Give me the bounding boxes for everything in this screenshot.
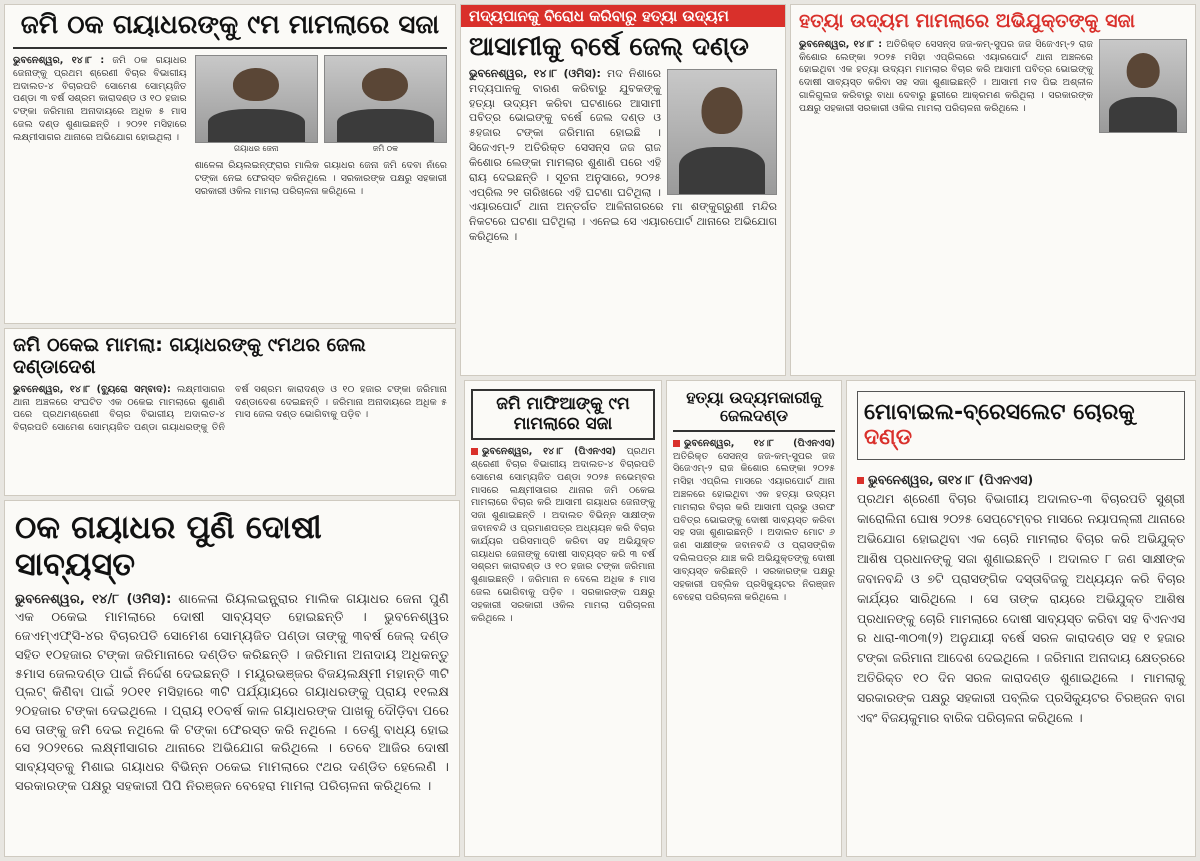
clip-headline: ଜମି ଠକେଇ ମାମଲା: ଗୟାଧରଙ୍କୁ ୯ମଥର ଜେଲ ଦଣ୍ଡାଦେଶ [13,334,366,378]
news-clip-accused-sentenced [790,4,1196,376]
clip-dateline: ଭୁବନେଶ୍ୱର, ତା୧୪।୮ (ପିଏନଏସ) [868,471,1034,487]
accused-photo [324,55,447,143]
clip-body-right: ଶାଳେଳା ରିୟଲଇନ୍‌ଫ୍ରାର ମାଲିକ ଗୟାଧର ଜେନା ଜମି ଦେବା ନାଁରେ ଟଙ୍କା ନେଇ ଫେରସ୍ତ କରିନଥିଲେ । ସରକାରଙ୍କ ପକ୍ଷରୁ ସହକାରୀ ସରକାରୀ ଓକିଲ ମାମଲା ପରିଚାଳନା କରିଥିଲେ । [194,159,447,197]
clip-body: ଅତିରିକ୍ତ ସେସନ୍ସ ଜଜ-କମ୍-ସୁପର ଜଜ ସିଜେଏମ୍-୨ ରାଜ କିଶୋର ଲେଙ୍କା ୨୦୨୫ ମସିହା ଏପ୍ରିଲରେ ଏୟାରପୋର୍ଟ ଥାନା ଅଞ୍ଚଳରେ ହୋଇଥିବା ଏକ ହତ୍ୟା ଉଦ୍ୟମ ମାମଲାର ବିଚାର କରି ଆସାମୀ ପବିତ୍ର ଭୋଇଙ୍କୁ ଦୋଷୀ ସାବ୍ୟସ୍ତ କରିବା ସହ ସଜା ଶୁଣାଇଛନ୍ତି । ଆସାମୀ ମଦ ପିଇ ଅଶ୍ଳୀଳ ଗାଳିଗୁଲଜ କରିବାରୁ ବାଧା ଦେବାରୁ ଛୁରୀରେ ଆକ୍ରମଣ କରିଥିଲା । ସରକାରଙ୍କ ପକ୍ଷରୁ ସହକାରୀ ସରକାରୀ ଓକିଲ ମାମଲା ପରିଚାଳନା କରିଥିଲେ । [799,38,1094,114]
clip-dateline: ଭୁବନେଶ୍ୱର, ୧୪।୮ (ପିଏନଏସ) [684,437,835,449]
clip-body: ଅତିରିକ୍ତ ସେସନ୍ସ ଜଜ-କମ୍-ସୁପର ଜଜ ସିଜେଏମ୍-୨ ରାଜ କିଶୋର ଲେଙ୍କା ୨୦୨୫ ମସିହା ଏପ୍ରିଲ ମାସରେ ଏୟାରପୋର୍ଟ ଥାନା ଅଞ୍ଚଳରେ ହୋଇଥିବା ଏକ ହତ୍ୟା ଉଦ୍ୟମ ମାମଲାର ବିଚାର କରି ଆସାମୀ ପ୍ରଭୁ ଓରଫ ପବିତ୍ର ଭୋଇଙ୍କୁ ଦୋଷୀ ସାବ୍ୟସ୍ତ କରିବା ସହ ସଜା ଶୁଣାଇଛନ୍ତି । ଅଦାଲତ ମୋଟ ୬ ଜଣ ସାକ୍ଷୀଙ୍କ ଜବାନବନ୍ଦି ଓ ପ୍ରାସଙ୍ଗିକ ଦଲିଲପତ୍ର ଯାଞ୍ଚ କରି ଅଭିଯୁକ୍ତଙ୍କୁ ଦୋଷୀ ସାବ୍ୟସ୍ତ କରିଛନ୍ତି । ସରକାରଙ୍କ ପକ୍ଷରୁ ସହକାରୀ ପବ୍ଲିକ ପ୍ରସିକ୍ୟୁଟର ନିରଞ୍ଜନ ବେହେରା ପରିଚାଳନା କରିଥିଲେ । [673,450,835,603]
clip-headline-box [471,389,655,440]
bullet-icon [471,448,478,455]
news-clip-attempt-murderer-jailed [666,380,842,857]
clip-headline-line2: ଜେଲଦଣ୍ଡ [720,406,788,426]
clip-headline-box [857,391,1185,460]
clip-headline-line1: ହତ୍ୟା ଉଦ୍ୟମକାରୀକୁ [686,388,822,407]
clip-dateline: ଭୁବନେଶ୍ୱର, ୧୪।୮ (ଓମିସ): [469,66,601,80]
news-clip-gayadhar-guilty [4,500,460,857]
clip-headline-box [673,389,835,432]
clip-headline-highlight: ଦଣ୍ଡ [864,425,913,451]
bullet-icon [673,440,680,447]
clip-headline: ହତ୍ୟା ଉଦ୍ୟମ ମାମଲାରେ ଅଭିଯୁକ୍ତଙ୍କୁ ସଜା [799,10,1135,32]
clip-dateline: ଭୁବନେଶ୍ୱର, ୧୪।୮ (ପିଏନଏସ) [482,446,616,458]
clip-headline: ମୋବାଇଲ-ବ୍ରେସଲେଟ ଚୋରକୁ [864,400,1135,425]
clip-body: ଜମି ଠକ ଗୟାଧର ଜେନାଙ୍କୁ ପ୍ରଥମ ଶ୍ରେଣୀ ବିଚାର ବିଭାଗୀୟ ଅଦାଲତ-୪ ବିଚାରପତି ସୋମେଶ ସୋମ୍ୟଜିତ ପଣ୍ଡା ୩ ବର୍ଷ ସଶ୍ରମ କାରାଦଣ୍ଡ ଓ ୧୦ ହଜାର ଟଙ୍କା ଜରିମାନା ଅନାଦାୟରେ ଅଧିକ ୫ ମାସ ଜେଲ ଦଣ୍ଡ ଶୁଣାଇଛନ୍ତି । ୨୦୨୧ ମସିହାରେ ଲକ୍ଷ୍ମୀସାଗର ଥାନାରେ ଅଭିଯୋଗ ହୋଇଥିଲା । [13,54,187,143]
clip-headline: ଆସାମୀକୁ ବର୍ଷେ ଜେଲ୍ ଦଣ୍ଡ [469,32,749,62]
lawyer-photo [195,55,318,143]
clip-dateline: ଭୁବନେଶ୍ୱର, ୧୪/୮ (ଓମିସ): [15,591,172,607]
clip-dateline: ଭୁବନେଶ୍ୱର, ୧୪।୮ : [799,38,883,50]
clip-body: ପ୍ରଥମ ଶ୍ରେଣୀ ବିଚାର ବିଭାଗୀୟ ଅଦାଲତ-୪ ବିଚାରପତି ସୋମେଶ ସୋମ୍ୟଜିତ ପଣ୍ଡା ୨୦୨୫ ନଭେମ୍ବର ମାସରେ ଲକ୍ଷ୍ମୀସାଗର ଥାନାର ଜମି ଠକେଇ ମାମଲାରେ ବିଚାର କରି ଆସାମୀ ଗୟାଧର ଜେନାଙ୍କୁ ସଜା ଶୁଣାଇଛନ୍ତି । ଅଦାଲତ ବିଭିନ୍ନ ସାକ୍ଷୀଙ୍କ ଜବାନବନ୍ଦି ଓ ପ୍ରମାଣପତ୍ର ଅଧ୍ୟୟନ କରି ବିଚାର କାର୍ଯ୍ୟର ପରିସମାପ୍ତି କରିବା ସହ ଅଭିଯୁକ୍ତ ଗୟାଧର ଜେନାଙ୍କୁ ଦୋଷୀ ସାବ୍ୟସ୍ତ କରି ୩ ବର୍ଷ ସଶ୍ରମ କାରାଦଣ୍ଡ ଓ ୧୦ ହଜାର ଟଙ୍କା ଜରିମାନା ଶୁଣାଇଛନ୍ତି । ଜରିମାନା ନ ଦେଲେ ଅଧିକ ୫ ମାସ ଜେଲ ଭୋଗିବାକୁ ପଡ଼ିବ । ସରକାରଙ୍କ ପକ୍ଷରୁ ସହକାରୀ ସରକାରୀ ଓକିଲ ମାମଲା ପରିଚାଳନା କରିଥିଲେ । [471,446,655,624]
accused-photo [667,69,777,195]
clip-body: ମଦ ନିଶାରେ ମଦ୍ୟପାନକୁ ବାରଣ କରିବାରୁ ଯୁବକଙ୍କୁ ହତ୍ୟା ଉଦ୍ୟମ କରିବା ଘଟଣାରେ ଆସାମୀ ପବିତ୍ର ଭୋଇଙ୍କୁ ବର୍ଷେ ଜେଲ ଦଣ୍ଡ ଓ ୫ହଜାର ଟଙ୍କା ଜରିମାନା ହୋଇଛି । ସିଜେଏମ୍-୨ ଅତିରିକ୍ତ ସେସନ୍ସ ଜଜ ରାଜ କିଶୋର ଲେଙ୍କା ମାମଲାର ଶୁଣାଣି ପରେ ଏହି ରାୟ ଦେଇଛନ୍ତି । ସୂଚନା ଅନୁସାରେ, ୨୦୨୫ ଏପ୍ରିଲ ୨୧ ତାରିଖରେ ଏହି ଘଟଣା ଘଟିଥିଲା । ଏୟାରପୋର୍ଟ ଥାନା ଅନ୍ତର୍ଗତ ଆଳିନାଗରରେ ମା ଶଙ୍କୁଗ୍ରୁଣୀ ମନ୍ଦିର ନିକଟରେ ଘଟଣା ଘଟିଥିଲା । ଏନେଇ ସେ ଏୟାରପୋର୍ଟ ଥାନାରେ ଅଭିଯୋଗ କରିଥିଲେ । [469,66,777,244]
clip-body: ପ୍ରଥମ ଶ୍ରେଣୀ ବିଚାର ବିଭାଗୀୟ ଅଦାଲତ-୩ ବିଚାରପତି ସୁଶ୍ରୀ କାରୋଲିନା ଘୋଷ ୨୦୨୫ ସେପ୍ଟେମ୍ବର ମାସରେ ନୟାପଲ୍ଲୀ ଥାନାରେ ଅଭିଯୋଗ ହୋଇଥିବା ଏକ ଚୋରି ମାମଲାର ବିଚାର କରି ଅଭିଯୁକ୍ତ ଆଶିଷ ପ୍ରଧାନଙ୍କୁ ସଜା ଶୁଣାଇଛନ୍ତି । ଅଦାଲତ ୮ ଜଣ ସାକ୍ଷୀଙ୍କ ଜବାନବନ୍ଦି ଓ ୭ଟି ପ୍ରାସଙ୍ଗିକ ଦସ୍ତାବିଜକୁ ଅଧ୍ୟୟନ କରି ବିଚାର କାର୍ଯ୍ୟର ସାରିଥିଲେ । ସେ ତାଙ୍କ ରାୟରେ ଅଭିଯୁକ୍ତ ଆଶିଷ ପ୍ରଧାନଙ୍କୁ ଚୋରି ମାମଲାରେ ଦୋଷୀ ସାବ୍ୟସ୍ତ କରିବା ସହ ବିଏନଏସ ର ଧାରା-୩୦୩(୨) ଅନୁଯାୟୀ ବର୍ଷେ ସରଳ କାରାଦଣ୍ଡ ସହ ୧ ହଜାର ଟଙ୍କା ଜରିମାନା ଆଦେଶ ଦେଇଥିଲେ । ଜରିମାନା ଅନାଦାୟ କ୍ଷେତ୍ରରେ ଅତିରିକ୍ତ ୧୦ ଦିନ ସରଳ କାରାଦଣ୍ଡ ଶୁଣାଇଥିଲେ । ମାମଲାକୁ ସରକାରଙ୍କ ପକ୍ଷରୁ ସହକାରୀ ପବ୍ଲିକ ପ୍ରସିକ୍ୟୁଟର ଚିରଞ୍ଜନ ବାଗ ଏବଂ ବିଜୟକୁମାର ବାରିକ ପରିଚାଳନା କରିଥିଲେ । [857,491,1185,725]
accused-photo [1099,39,1187,133]
clip-headline: ଜମି ଠକ ଗୟାଧରଙ୍କୁ ୯ମ ମାମଲାରେ ସଜା [13,11,447,49]
news-clip-land-mafia [464,380,662,857]
photo-caption: ଜମି ଠକ [372,143,399,153]
clip-dateline: ଭୁବନେଶ୍ୱର, ୧୪।୮ (ବ୍ୟୁରୋ ସମ୍ବାଦ): [13,383,171,395]
clip-body: ଲକ୍ଷ୍ମୀସାଗର ଥାନା ଅଞ୍ଚଳରେ ସଂଘଟିତ ଏକ ଠକେଇ ମାମଲାରେ ଶୁଣାଣି ପରେ ପ୍ରଥମଶ୍ରେଣୀ ବିଚାର ବିଭାଗୀୟ ଅଦାଲତ-୪ ବିଚାରପତି ସୋମେଶ ସୋମ୍ୟଜିତ ପଣ୍ଡା ଗୟାଧରଙ୍କୁ ତିନି ବର୍ଷ ସଶ୍ରମ କାରାଦଣ୍ଡ ଓ ୧୦ ହଜାର ଟଙ୍କା ଜରିମାନା ଦଣ୍ଡାଦେଶ ଦେଇଛନ୍ତି । ଜରିମାନା ଅନାଦାୟରେ ଅଧିକ ୫ ମାସ ଜେଲ ଦଣ୍ଡ ଭୋଗିବାକୁ ପଡ଼ିବ । [13,383,447,434]
bullet-icon [857,477,864,484]
news-clip-mobile-thief [846,380,1196,857]
clip-body: ଶାଳେଳା ରିୟଲଇନ୍ଫ୍ରାର ମାଲିକ ଗୟାଧର ଜେନା ପୁଣି ଏକ ଠକେଇ ମାମଲାରେ ଦୋଷୀ ସାବ୍ୟସ୍ତ ହୋଇଛନ୍ତି । ଭୁବନେଶ୍ୱର ଜେଏମ୍‌ଏଫ୍‌ସି-୪ର ବିଚାରପତି ସୋମେଶ ସୋମ୍ୟଜିତ ପଣ୍ଡା ତାଙ୍କୁ ୩ବର୍ଷ ଜେଲ୍ ଦଣ୍ଡ ସହିତ ୧୦ହଜାର ଟଙ୍କା ଜରିମାନାରେ ଦଣ୍ଡିତ କରିଛନ୍ତି । ଜରିମାନା ଅନାଦାୟ ଅଧିକନ୍ତୁ ୫ମାସ ଜେଲଦଣ୍ଡ ପାଇଁ ନିର୍ଦ୍ଦେଶ ଦେଇଛନ୍ତି । ମୟୂରଭଞ୍ଜର ବିଜୟଲକ୍ଷ୍ମୀ ମହାନ୍ତି ୩ଟି ପ୍ଲଟ୍ କିଣିବା ପାଇଁ ୨୦୧୧ ମସିହାରେ ୩ଟି ପର୍ଯ୍ୟାୟରେ ଗୟାଧରଙ୍କୁ ପ୍ରାୟ ୧୧ଲକ୍ଷ ୨୦ହଜାର ଟଙ୍କା ଦେଇଥିଲେ । ପ୍ରାୟ ୧୦ବର୍ଷ କାଳ ଗୟାଧରଙ୍କ ପାଖକୁ ଦୌଡ଼ିବା ପରେ ସେ ତାଙ୍କୁ ଜମି ଦେଇ ନଥିଲେ କି ଟଙ୍କା ଫେରସ୍ତ କରି ନଥିଲେ । ତେଣୁ ବାଧ୍ୟ ହୋଇ ସେ ୨୦୨୧ରେ ଲକ୍ଷ୍ମୀସାଗର ଥାନାରେ ଅଭିଯୋଗ କରିଥିଲେ । ତେବେ ଆଜିର ଦୋଷୀ ସାବ୍ୟସ୍ତକୁ ମିଶାଇ ଗୟାଧର ବିଭିନ୍ନ ଠକେଇ ମାମଲାରେ ୯ଥର ଦଣ୍ଡିତ ହେଲେଣି । ସରକାରଙ୍କ ପକ୍ଷରୁ ସହକାରୀ ପିପି ନିରଞ୍ଜନ ବେହେରା ମାମଲା ପରିଚାଳନା କରିଥିଲେ । [15,591,449,794]
photo-caption: ଗୟାଧର ଜେନା [233,143,279,153]
clip-headline: ଠକ ଗୟାଧର ପୁଣି ଦୋଷୀ ସାବ୍ୟସ୍ତ [15,508,322,583]
clip-kicker: ମଦ୍ୟପାନକୁ ବିରୋଧ କରିବାରୁ ହତ୍ୟା ଉଦ୍ୟମ [461,5,785,27]
news-clip-jami-thaka [4,4,456,324]
clip-headline-line1: ଜମି ମାଫିଆଙ୍କୁ ୯ମ [496,394,630,414]
clip-dateline: ଭୁବନେଶ୍ୱର, ୧୪।୮ : [13,54,105,66]
news-clip-attempt-murder [460,4,786,376]
news-clip-land-fraud [4,328,456,496]
clip-headline-line2: ମାମଲାରେ ସଜା [513,413,613,434]
